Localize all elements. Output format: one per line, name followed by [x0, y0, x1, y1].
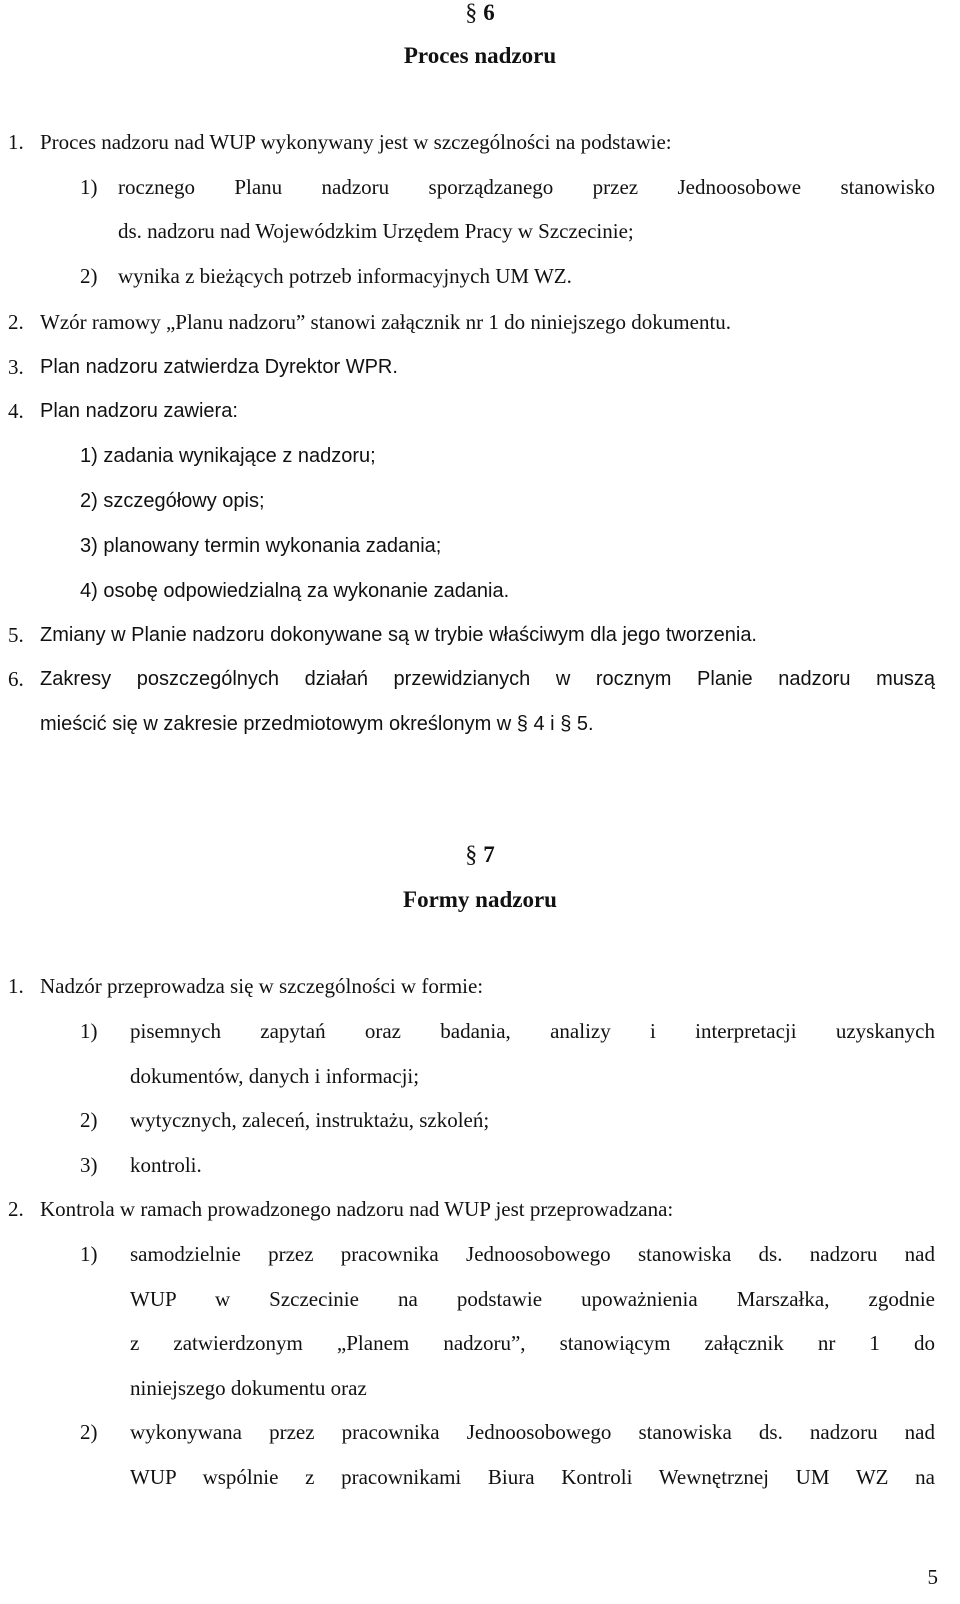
item-number: 2) [80, 1108, 98, 1132]
list-item: 2) szczegółowy opis; [80, 490, 265, 512]
section-number: 6 [483, 0, 495, 25]
point-text: Wzór ramowy „Planu nadzoru” stanowi załącznik nr 1 do niniejszego dokumentu. [40, 310, 732, 334]
item-text: wynika z bieżących potrzeb informacyjnych UM WZ. [118, 264, 572, 288]
item-text: rocznego Planu nadzoru sporządzanego przez Jednoosobowe stanowisko [118, 175, 935, 199]
point-number: 1. [8, 974, 24, 998]
text-fragment: mieścić się w zakresie przedmiotowym określonym w [40, 713, 512, 735]
item-text: wykonywana przez pracownika Jednoosobowego stanowiska ds. nadzoru nad [130, 1420, 935, 1444]
item-text: samodzielnie przez pracownika Jednoosobowego stanowiska ds. nadzoru nad [130, 1242, 935, 1266]
point-text: Proces nadzoru nad WUP wykonywany jest w szczególności na podstawie: [40, 130, 672, 154]
point-text: Nadzór przeprowadza się w szczególności w formie: [40, 974, 484, 998]
point-number: 3. [8, 355, 24, 379]
point-number: 4. [8, 399, 24, 423]
point-text: Zmiany w Planie nadzoru dokonywane są w trybie właściwym dla jego tworzenia. [40, 624, 757, 646]
point-number: 2. [8, 1197, 24, 1221]
item-text-continued: WUP w Szczecinie na podstawie upoważnienia Marszałka, zgodnie [130, 1287, 935, 1311]
item-number: 2) [80, 264, 98, 288]
item-text-continued: niniejszego dokumentu oraz [130, 1376, 367, 1400]
list-item: 4) osobę odpowiedzialną za wykonanie zadania. [80, 580, 510, 602]
section-6-number [0, 0, 960, 28]
section-sign: § [465, 0, 478, 26]
text-fragment: i [550, 713, 555, 735]
item-text-continued: dokumentów, danych i informacji; [130, 1064, 420, 1088]
item-text-continued: WUP wspólnie z pracownikami Biura Kontroli Wewnętrznej UM WZ na [130, 1465, 935, 1489]
item-number: 1) [80, 1242, 98, 1266]
item-text-continued: ds. nadzoru nad Wojewódzkim Urzędem Pracy w Szczecinie; [118, 219, 634, 243]
section-number: 7 [483, 842, 495, 867]
item-text: wytycznych, zaleceń, instruktażu, szkoleń; [130, 1108, 490, 1132]
item-text: pisemnych zapytań oraz badania, analizy i interpretacji uzyskanych [130, 1019, 935, 1043]
item-number: 2) [80, 1420, 98, 1444]
list-item: 1) zadania wynikające z nadzoru; [80, 445, 376, 467]
item-text-continued: z zatwierdzonym „Planem nadzoru”, stanowiącym załącznik nr 1 do [130, 1331, 935, 1355]
item-number: 1) [80, 1019, 98, 1043]
point-text: Zakresy poszczególnych działań przewidzianych w rocznym Planie nadzoru muszą [40, 668, 935, 690]
item-number: 3) [80, 1153, 98, 1177]
point-text-continued [40, 709, 594, 739]
point-number: 5. [8, 623, 24, 647]
point-number: 1. [8, 130, 24, 154]
section-6-heading: Proces nadzoru [403, 43, 557, 68]
section-sign: § [465, 842, 478, 868]
point-text: Plan nadzoru zatwierdza Dyrektor WPR. [40, 356, 398, 378]
point-number: 2. [8, 310, 24, 334]
item-text: kontroli. [130, 1153, 202, 1177]
section-ref: 5. [576, 713, 594, 735]
section-sign: § [560, 713, 572, 735]
point-text: Plan nadzoru zawiera: [40, 400, 238, 422]
section-7-heading: Formy nadzoru [403, 887, 557, 912]
section-sign: § [516, 713, 528, 735]
page-number: 5 [927, 1565, 938, 1589]
list-item: 3) planowany termin wykonania zadania; [80, 535, 442, 557]
point-number: 6. [8, 667, 24, 691]
point-text: Kontrola w ramach prowadzonego nadzoru nad WUP jest przeprowadzana: [40, 1197, 674, 1221]
section-ref: 4 [533, 713, 545, 735]
section-7-number [0, 840, 960, 870]
item-number: 1) [80, 175, 98, 199]
